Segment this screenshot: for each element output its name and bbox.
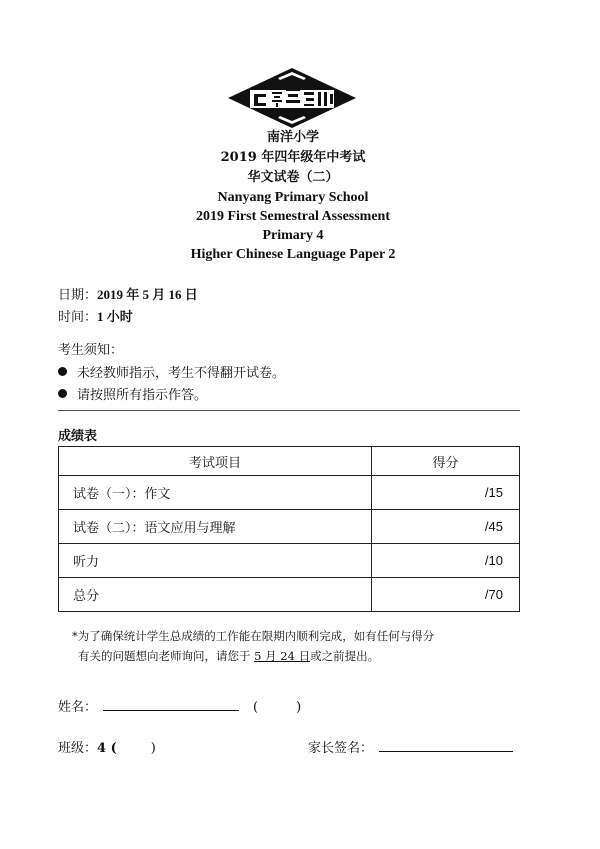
note-text: 未经教师指示，考生不得翻开试卷。 <box>77 366 286 381</box>
time-value: 1 小时 <box>97 309 133 324</box>
exam-header <box>0 128 586 264</box>
footnote-text: 有关的问题想向老师询问，请您于 <box>78 649 255 663</box>
row-points: /45 <box>372 510 520 544</box>
index-paren-close: ) <box>296 700 302 715</box>
parent-signature-label: 家长签名： <box>308 741 374 756</box>
bullet-icon <box>58 367 67 376</box>
index-paren-open: ( <box>253 700 259 715</box>
paper-title-cn: 华文试卷（二） <box>247 170 339 185</box>
score-table <box>58 446 520 612</box>
name-field <box>58 696 301 715</box>
row-points: /70 <box>372 578 520 612</box>
note-item <box>58 384 207 403</box>
class-field <box>58 737 156 756</box>
footnote <box>72 626 542 666</box>
bullet-icon <box>58 389 67 398</box>
name-label: 姓名： <box>58 700 98 715</box>
parent-signature-field <box>308 737 513 756</box>
time-row <box>58 308 133 327</box>
divider <box>58 410 520 411</box>
date-label: 日期： <box>58 288 98 303</box>
column-header-item: 考试项目 <box>59 447 372 476</box>
class-paren-close: ) <box>150 741 156 756</box>
row-points: /15 <box>372 476 520 510</box>
table-row <box>59 578 520 612</box>
level-en: Primary 4 <box>262 228 324 243</box>
school-crest-icon <box>228 68 356 128</box>
footnote-deadline: 5 月 24 日 <box>254 649 311 663</box>
row-item: 听力 <box>59 544 372 578</box>
name-blank[interactable] <box>103 698 239 711</box>
time-label: 时间： <box>58 310 98 325</box>
date-row <box>58 286 198 305</box>
table-header-row <box>59 447 520 476</box>
row-item: 总分 <box>59 578 372 612</box>
date-value: 2019 年 5 月 16 日 <box>97 287 198 302</box>
table-row <box>59 510 520 544</box>
footnote-text-end: 或之前提出。 <box>310 649 380 663</box>
assessment-title-en: 2019 First Semestral Assessment <box>195 209 391 224</box>
notes-title: 考生须知： <box>58 343 124 358</box>
column-header-score: 得分 <box>372 447 520 476</box>
note-item <box>58 362 285 381</box>
score-table-title: 成绩表 <box>58 429 98 444</box>
school-name-en: Nanyang Primary School <box>217 190 369 205</box>
school-name-cn: 南洋小学 <box>266 130 319 145</box>
class-label: 班级： <box>58 741 98 756</box>
class-value: 4 ( <box>97 741 117 756</box>
table-row <box>59 476 520 510</box>
note-text: 请按照所有指示作答。 <box>77 388 208 403</box>
exam-title-cn: 2019 年四年级年中考试 <box>220 150 366 165</box>
footnote-line-1: *为了确保统计学生总成绩的工作能在限期内顺利完成，如有任何与得分 <box>72 629 435 643</box>
row-points: /10 <box>372 544 520 578</box>
row-item: 试卷（一）：作文 <box>59 476 372 510</box>
paper-title-en: Higher Chinese Language Paper 2 <box>190 247 396 262</box>
table-row <box>59 544 520 578</box>
footnote-line-2 <box>72 646 542 666</box>
row-item: 试卷（二）：语文应用与理解 <box>59 510 372 544</box>
parent-signature-blank[interactable] <box>379 739 513 752</box>
